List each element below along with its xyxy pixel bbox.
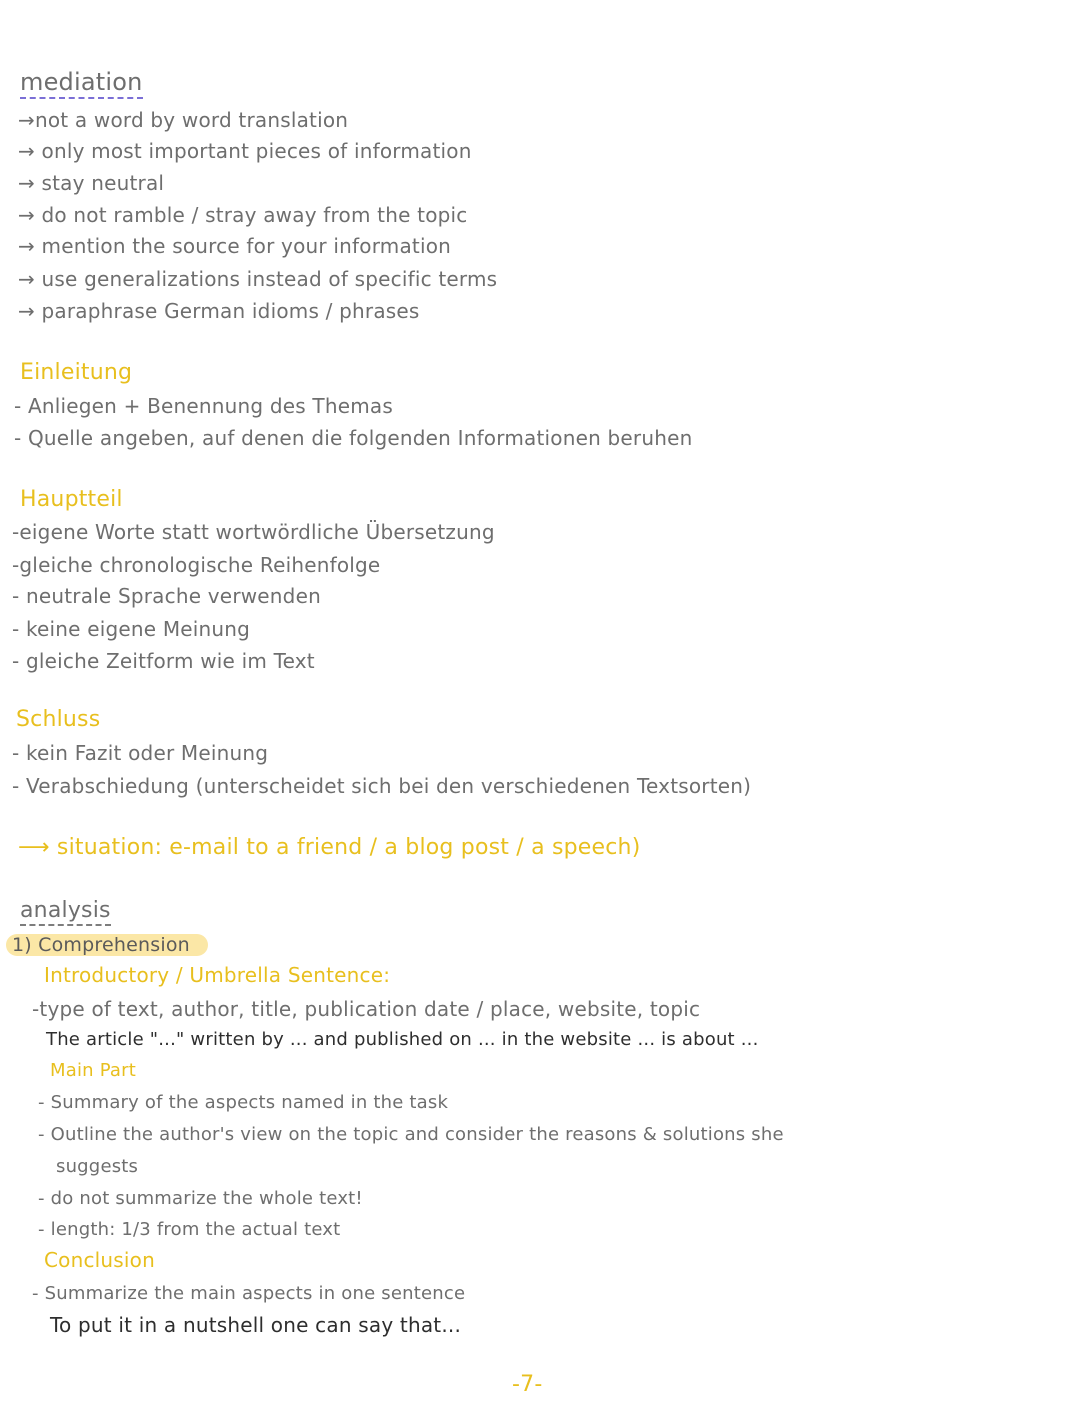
mediation-item: → use generalizations instead of specific terms: [18, 267, 498, 291]
conclusion-item: - Summarize the main aspects in one sentence: [32, 1283, 466, 1304]
mediation-item: → do not ramble / stray away from the topic: [18, 203, 468, 227]
hauptteil-item: - keine eigene Meinung: [12, 617, 251, 641]
hauptteil-item: -eigene Worte statt wortwördliche Übersetzung: [12, 520, 495, 544]
hauptteil-heading: Hauptteil: [20, 487, 123, 512]
comprehension-label: 1) Comprehension: [6, 930, 208, 959]
main-part-item: - length: 1/3 from the actual text: [38, 1219, 341, 1240]
page-number: -7-: [512, 1372, 543, 1397]
conclusion-example: To put it in a nutshell one can say that...: [50, 1313, 462, 1337]
mediation-item: → only most important pieces of information: [18, 139, 472, 163]
hauptteil-item: - gleiche Zeitform wie im Text: [12, 649, 315, 673]
intro-heading: Introductory / Umbrella Sentence:: [44, 963, 391, 987]
mediation-heading: mediation: [20, 68, 143, 96]
analysis-heading: analysis: [20, 897, 111, 925]
main-part-item: - do not summarize the whole text!: [38, 1188, 363, 1209]
main-part-item: - Summary of the aspects named in the task: [38, 1092, 449, 1113]
einleitung-heading: Einleitung: [20, 360, 133, 385]
einleitung-item: - Anliegen + Benennung des Themas: [14, 394, 393, 418]
mediation-item: → paraphrase German idioms / phrases: [18, 299, 420, 323]
schluss-item: - Verabschiedung (unterscheidet sich bei den verschiedenen Textsorten): [12, 774, 752, 798]
mediation-item: → stay neutral: [18, 171, 165, 195]
einleitung-item: - Quelle angeben, auf denen die folgenden Informationen beruhen: [14, 426, 693, 450]
hauptteil-item: -gleiche chronologische Reihenfolge: [12, 553, 381, 577]
mediation-item: → mention the source for your information: [18, 234, 452, 258]
schluss-heading: Schluss: [16, 707, 101, 732]
intro-item: -type of text, author, title, publication date / place, website, topic: [32, 997, 701, 1021]
main-part-item: suggests: [56, 1156, 139, 1177]
conclusion-heading: Conclusion: [44, 1248, 155, 1272]
intro-example: The article "..." written by ... and published on ... in the website ... is about ...: [46, 1029, 759, 1050]
main-part-heading: Main Part: [50, 1060, 137, 1081]
hauptteil-item: - neutrale Sprache verwenden: [12, 584, 321, 608]
situation-line: ⟶ situation: e-mail to a friend / a blog post / a speech): [18, 835, 641, 860]
mediation-item: →not a word by word translation: [18, 108, 349, 132]
main-part-item: - Outline the author's view on the topic and consider the reasons & solutions she: [38, 1124, 784, 1145]
schluss-item: - kein Fazit oder Meinung: [12, 741, 269, 765]
